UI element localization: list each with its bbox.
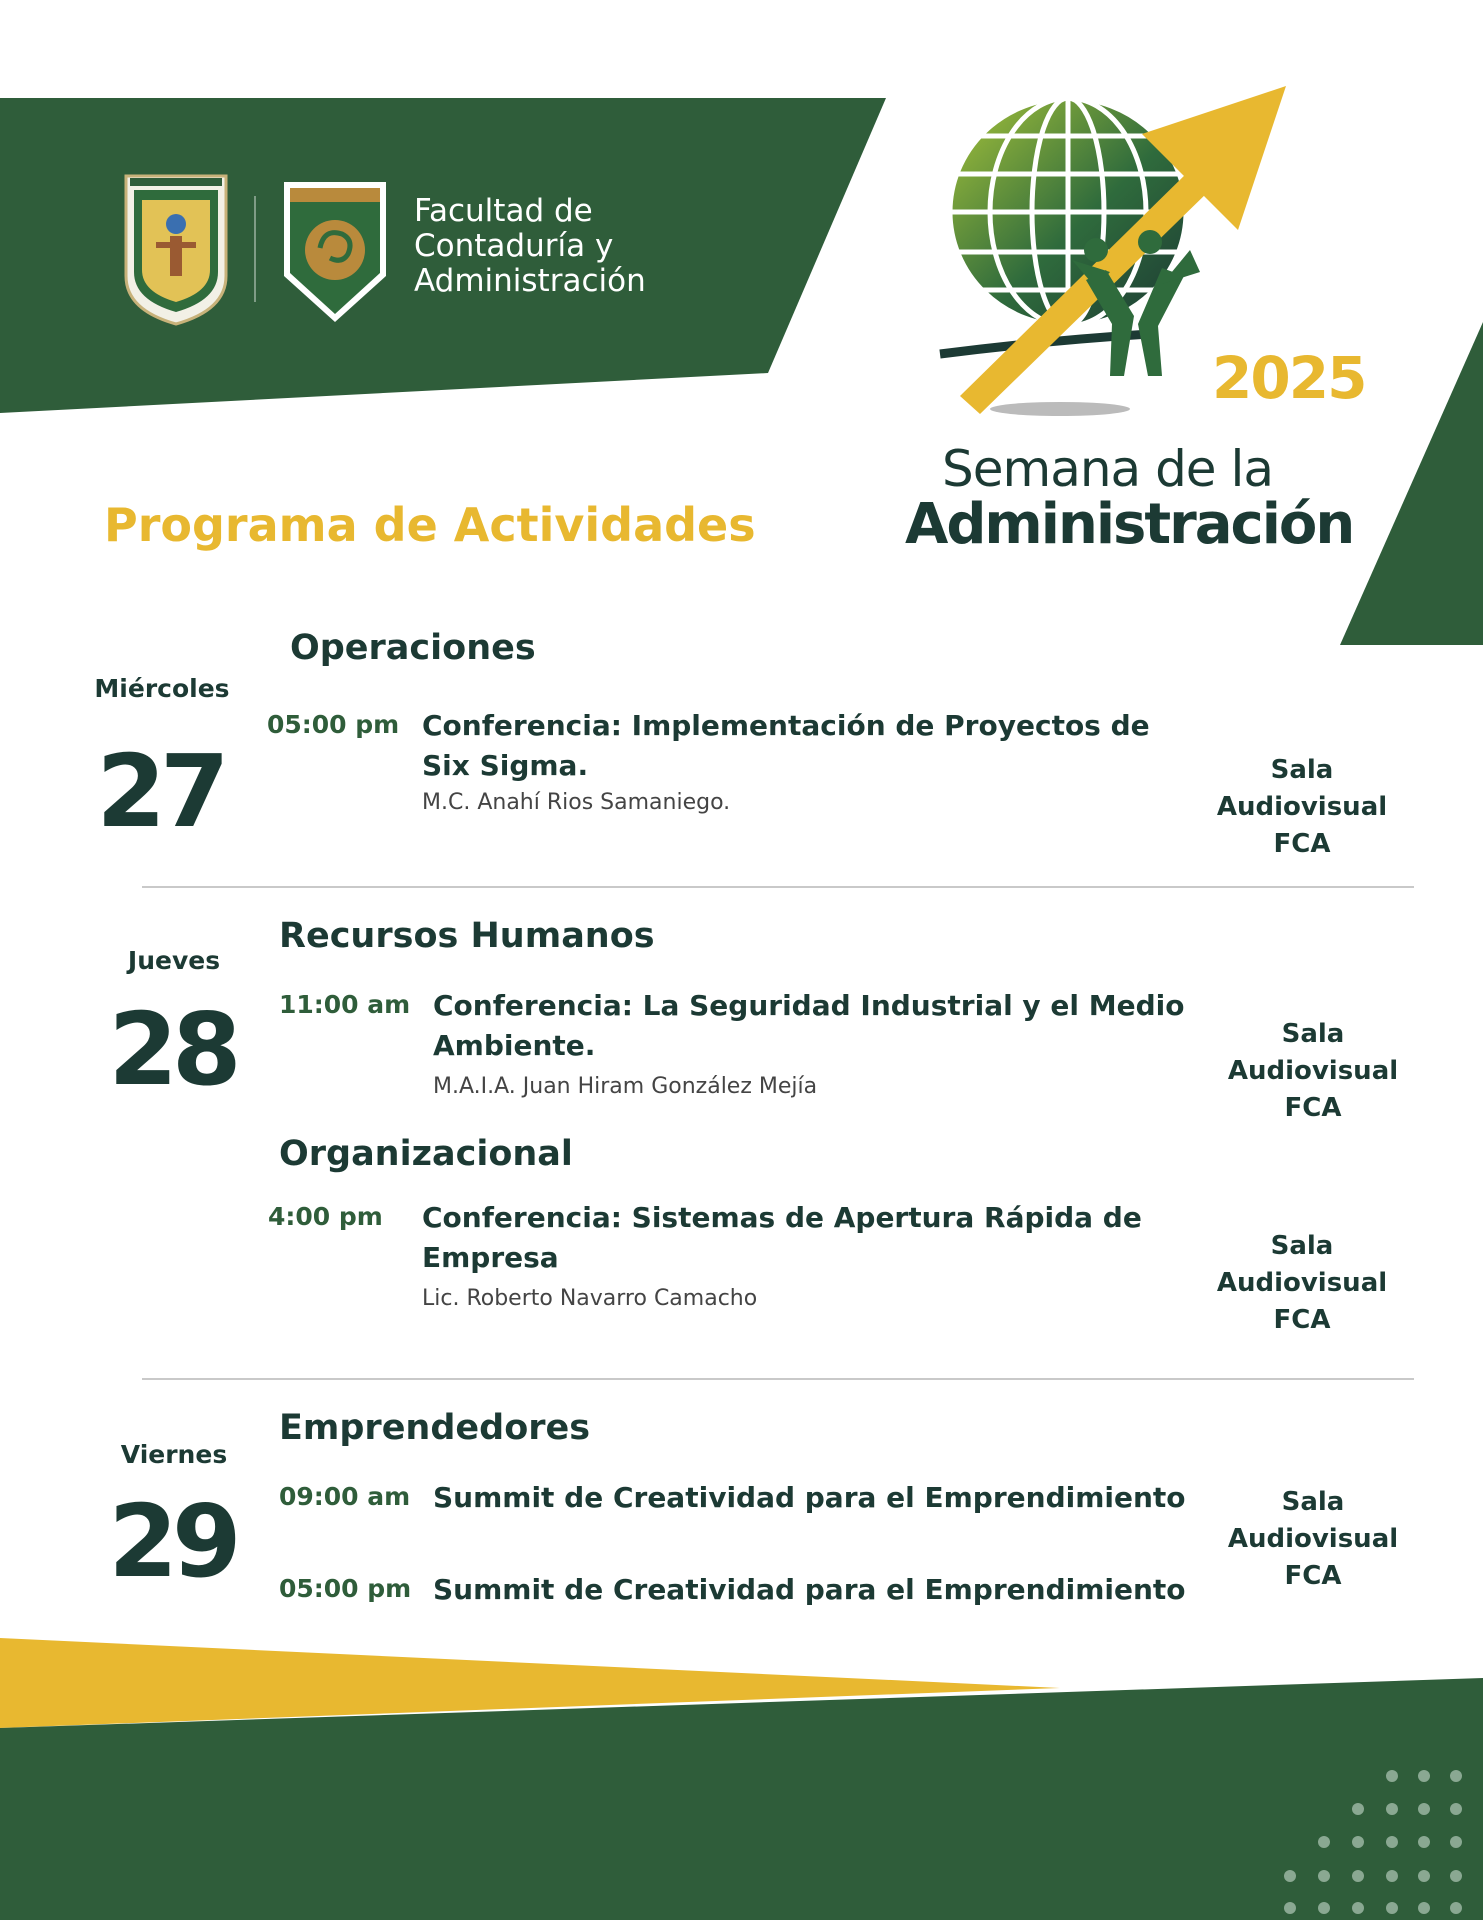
session-time: 05:00 pm bbox=[267, 710, 400, 739]
event-year: 2025 bbox=[1212, 344, 1366, 412]
session-category: Operaciones bbox=[290, 628, 536, 668]
logo-divider bbox=[254, 196, 256, 302]
section-divider bbox=[142, 886, 1414, 888]
session-category: Emprendedores bbox=[279, 1408, 591, 1448]
day-name: Jueves bbox=[127, 946, 221, 975]
day-number: 28 bbox=[108, 991, 236, 1108]
faculty-name-line-1: Facultad de bbox=[414, 193, 593, 229]
session-time: 05:00 pm bbox=[279, 1574, 412, 1603]
logo-shadow bbox=[990, 402, 1130, 416]
venue-line-2: FCA bbox=[1284, 1561, 1342, 1591]
session-time: 11:00 am bbox=[279, 990, 411, 1019]
session-category: Recursos Humanos bbox=[279, 916, 655, 956]
program-heading: Programa de Actividades bbox=[104, 498, 756, 552]
day-number: 27 bbox=[96, 733, 224, 850]
venue-line-2: FCA bbox=[1273, 1305, 1331, 1335]
venue-line-1: Sala Audiovisual bbox=[1227, 1019, 1399, 1086]
university-shield-icon bbox=[120, 172, 232, 328]
session-title: Summit de Creatividad para el Emprendimiento bbox=[433, 1481, 1186, 1514]
day-name: Miércoles bbox=[94, 674, 230, 703]
session-venue bbox=[1182, 1228, 1422, 1339]
venue-line-1: Sala Audiovisual bbox=[1216, 755, 1388, 822]
faculty-name-line-3: Administración bbox=[414, 263, 646, 299]
session-speaker: Lic. Roberto Navarro Camacho bbox=[422, 1286, 758, 1311]
session-venue bbox=[1182, 752, 1422, 863]
session-category: Organizacional bbox=[279, 1134, 573, 1174]
faculty-ram-shield-icon bbox=[280, 178, 390, 326]
venue-line-1: Sala Audiovisual bbox=[1216, 1231, 1388, 1298]
session-title: Conferencia: La Seguridad Industrial y el Medio Ambiente. bbox=[433, 989, 1185, 1062]
session-time: 4:00 pm bbox=[268, 1202, 383, 1231]
faculty-name bbox=[414, 194, 646, 299]
session-speaker: M.A.I.A. Juan Hiram González Mejía bbox=[433, 1074, 818, 1099]
session-speaker: M.C. Anahí Rios Samaniego. bbox=[422, 790, 731, 815]
session-title: Conferencia: Implementación de Proyectos de Six Sigma. bbox=[422, 709, 1150, 782]
venue-line-2: FCA bbox=[1284, 1093, 1342, 1123]
event-title-line-2: Administración bbox=[905, 492, 1354, 557]
event-title-line-1: Semana de la bbox=[942, 440, 1273, 498]
section-divider bbox=[142, 1378, 1414, 1380]
venue-line-1: Sala Audiovisual bbox=[1227, 1487, 1399, 1554]
session-venue bbox=[1193, 1484, 1433, 1595]
session-time: 09:00 am bbox=[279, 1482, 411, 1511]
session-venue bbox=[1193, 1016, 1433, 1127]
venue-line-2: FCA bbox=[1273, 829, 1331, 859]
day-name: Viernes bbox=[120, 1440, 228, 1469]
day-number: 29 bbox=[108, 1483, 236, 1600]
session-title: Conferencia: Sistemas de Apertura Rápida de Empresa bbox=[422, 1201, 1142, 1274]
session-title: Summit de Creatividad para el Emprendimiento bbox=[433, 1573, 1186, 1606]
faculty-name-line-2: Contaduría y bbox=[414, 228, 614, 264]
